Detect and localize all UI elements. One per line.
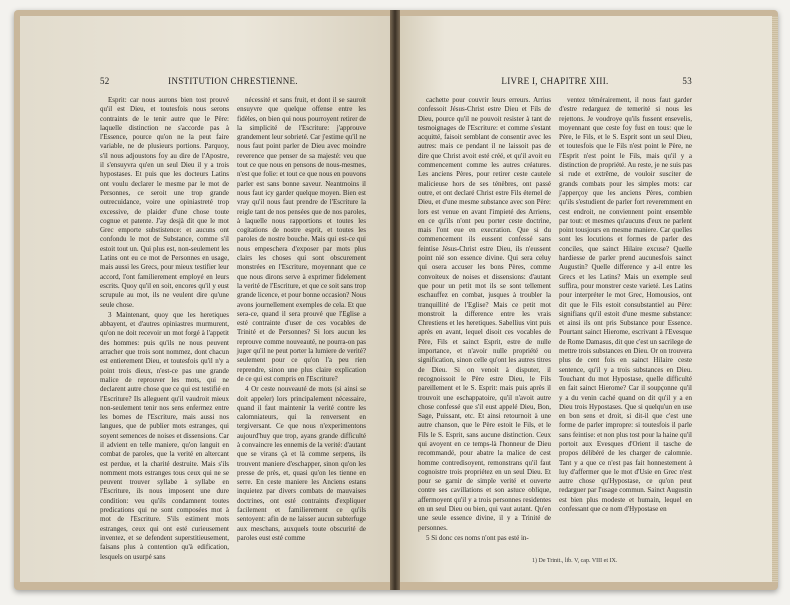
paragraph: nécessité et sans fruit, et dont il se sauroit ensuyvre que quelque offense entre les fidèles, on bien qui nous pourroyent retirer de la simplicité de l'Escriture: j'approuve grandement leur sobrieté. Car j'estime qu'il ne nous faut point parler de Dieu avec moindre reverence que penser de sa majesté: veu que tout ce que nous en pensons de nous-mesmes, n'est que folie: et tout ce que nous en pouvons parler est sans bonne saveur. Neantmoins il nous faut icy garder quelque moyen. Bien est vray qu'il nous faut prendre de l'Escriture la reigle tant de nos pensées que de nos paroles, à laquelle nous rapportions et toutes les cogitations de nostre esprit, et toutes les paroles de nostre bouche. Mais qui est-ce qui nous empeschera d'exposer par mots plus clairs les choses qui sont obscurement monstrées en l'Escriture, moyennant que ce que nous dirons serve à exprimer fidelement la verité de l'Escriture, et que ce soit sans trop grande licence, et pour bonne occasion? Nous avons journellement exemples de cela. Et que sera-ce, quand il sera prouvé que l'Eglise a esté contrainte d'user de ces vocables de Trinité et de Personnes? Si lors aucun les reprouve comme nouveauté, ne pourra-on pas juger qu'il ne peut porter la lumiere de verité? seulement pour ce qu'on l'a peu rien reprendre, sinon une plus claire explication de ce qui est compris en l'Escriture?	[237, 96, 366, 383]
left-page	[20, 16, 390, 582]
right-page-number: 53	[682, 76, 692, 86]
paragraph: 5 Si donc ces noms n'ont pas esté in-	[426, 533, 529, 542]
page-edges	[772, 16, 778, 582]
paragraph: 4 Or ceste nouveauté de mots (si ainsi se doit appeler) lors principalement nécessaire, quand il faut maintenir la verité contre les calomniateurs, qui la renversent en tergiversant. Ce que nous n'experimentons aujourd'huy que trop, ayans grande difficulté à convaincre les ennemis de la verité: d'autant que se virans çà et là comme serpens, ils trouvent maniere d'eschapper, sinon qu'on les presse de près, et, quasi qu'on les tienne en serre. En ceste maniere les Anciens estans inquietez par divers combats de mauvaises doctrines, ont esté contraints d'expliquer facilement et familierement ce qu'ils sentoyent: afin de ne laisser aucun subterfuge aux meschans, auxquels toute obscurité de paroles eust esté comme	[237, 385, 366, 542]
paragraph: 3 Maintenant, quoy que les heretiques abbayent, et d'autres opiniastres murmurent, qu'on ne doit recevoir un mot forgé à l'appetit des hommes: puis qu'ils ne nous peuvent arracher que trois sont nommez, dont chacun est entierement Dieu, et toutesfois qu'il n'y a point trois dieux, n'est-ce pas une grande malice de reprouver les mots, qui ne declarent autre chose que ce qui est testifié en l'Escriture? Ils alleguent qu'il vaudroit mieux non-seulement tenir nos sens enfermez entre les bornes de l'Escriture, mais aussi nos langues, que de publier mots estranges, qui soyent semences de noises et dissensions. Car il advient en telle maniere, qu'on languit en combat de paroles, que la verité en altercant est perdue, et la charité destruite. Mais s'ils nomment mots estranges tous ceux qui ne se peuvent trouver syllabe à syllabe en l'Escriture, ils nous imposent une dure condition: veu qu'ils condamnent toutes predications qui ne sont composées mot à mot de l'Escriture. S'ils estiment mots estranges, ceux qui ont esté curieusement inventez, et se defendent superstitieusement, faisans plus à contention qu'à edification, lesquels on usurpé sans	[100, 310, 229, 561]
right-running-title: LIVRE I, CHAPITRE XIII.	[501, 76, 609, 86]
right-running-head	[418, 76, 692, 88]
paragraph: cachette pour couvrir leurs erreurs. Arrius confessoit Jésus-Christ estre Dieu et Fils de Dieu, pource qu'il ne pouvoit resister à tant de tesmoignages de l'Escriture: et comme s'estant acquitté, faisoit semblant de consentir avec les autres: mais ce pendant il ne laissoit pas de dire que Christ avoit esté créé, et qu'il avoit eu commencement comme les autres créatures. Les anciens Pères, pour retirer ceste cautele malicieuse hors de ses ténèbres, ont passé outre, et ont declaré Christ estre Fils éternel de Dieu, et d'une mesme substance avec son Père: lors est venue en avant l'impieté des Arriens, en ce qu'ils n'ont peu porter ceste doctrine, mais l'ont eue en execration. Que si du commencement ils eussent confessé sans feintise Jésus-Christ estre Dieu, ils n'eussent point nié son essence divine. Qui sera celuy qui osera accuser les bons Pères, comme convoiteux de noises et dissensions: d'autant que pour un petit mot ils se sont tellement eschauffez en combat, jusques à troubler la tranquillité de l'Eglise? Mais ce petit mot monstroit la difference entre les vrais Chrestiens et les heretiques. Sabellius vint puis après en avant, lequel disoit ces vocables de Père, Fils et sainct Esprit, estre de nulle importance, et n'avoir nulle propriété ou signification, sinon celle qu'ont les autres titres de Dieu. Si on venoit à disputer, il recognoissoit le Père estre Dieu, le Fils pareillement et le S. Esprit: mais puis après il trouvoit une eschappatoire, qu'il n'avoit autre chose confessé que s'il eust appelé Dieu, Bon, Sage, Puissant, etc. Et ainsi retournoit à une autre chanson, que le Père estoit le Fils, et le Fils le S. Esprit, sans aucune distinction. Ceux qui avoyent en ce temps-là l'honneur de Dieu recommandé, pour abatre la malice de cest homme contredisoyent, remonstrans qu'il faut cognoistre trois propriétez en un seul Dieu. Et pour se garnir de simple verité et ouverte contre ses cavillations et son astuce oblique, affermoyent qu'il y a trois personnes residentes en un seul Dieu ou bien, qui vaut autant. Qu'en une seule essence divine, il y a Trinité de personnes.	[418, 96, 551, 532]
left-running-head	[100, 76, 366, 88]
paragraph: Esprit: car nous aurons bien tost prouvé qu'il est Dieu, et toutesfois nous serons contraints de le tenir autre que le Père: laquelle distinction ne s'accorde pas à l'Essence, pource qu'on ne la peut faire variable, ne de plusieurs portions. Parquoy, s'il nous adjoustons foy au dire de l'Apostre, il s'ensuyvra qu'en un seul Dieu il y a trois hypostases. Et puis que les docteurs Latins ont voulu declarer le mesme par le mot de Personnes, ce seroit une trop grande outrecuidance, voire une opiniastreté trop excessive, de plaider d'une chose toute cognue et patente. J'ay desjà dit que le mot Grec emporte substistence: et aucuns ont confondu le mot de Substance, comme s'il estoit tout un. Qui plus est, non-seulement les Latins ont eu ce mot de Personnes en usage, mais aussi les Grecs, pour mieux testifier leur accord, l'ont familierement employé en leurs escrits. Quoy qu'il en soit, encores qu'il y eust scrupule au mot, ils ne veulent dire qu'une seule chose.	[100, 96, 229, 309]
open-book	[14, 10, 778, 590]
left-page-number: 52	[100, 76, 110, 86]
right-column-1	[418, 96, 551, 552]
book-gutter	[390, 10, 400, 590]
right-column-2	[559, 96, 692, 552]
left-running-title: INSTITUTION CHRESTIENNE.	[168, 76, 298, 86]
footnote: 1) De Trinit., lib. V, cap. VIII et IX.	[532, 558, 618, 564]
paragraph: ventez témérairement, il nous faut garder d'estre redarguez de temerité si nous les rejettons. Je voudroye qu'ils fussent ensevelis, moyennant que ceste foy fust en tous: que le Père, le Fils, et le S. Esprit sont un seul Dieu, et toutesfois que le Fils n'est point le Père, ne l'Esprit n'est point le Fils, mais qu'il y a distinction de propriété. Au reste, je ne suis pas si rude et extrême, de vouloir susciter de grands combats pour les simples mots: car j'apperçoy que les anciens Pères, combien qu'ils s'estudient de parler fort reveremment en cest endroit, ne conviennent point ensemble par tout: et mesmes qu'aucuns d'eux ne parlent point tousjours en mesme maniere. Car quelles sont les locutions et formes de parler des conciles, que sainct Hilaire excuse? Quelle hardiesse de parler prend aucunesfois sainct Augustin? Quelle difference y a-il entre les Grecs et les Latins? Mais un exemple seul suffira, pour monstrer ceste varieté. Les Latins pour interpréter le mot Grec, Homousios, ont dit que le Fils estoit consubstantiel au Père: signifians qu'il estoit d'une mesme substance: et ainsi ils ont pris Substance pour Essence. Pourtant sainct Hierome, escrivant à l'Evesque de Rome Damasus, dit que c'est un sacrilege de mettre trois substances en Dieu. Or on trouvera plus de cent fois en sainct Hilaire ceste sentence, qu'il y a trois substances en Dieu. Touchant du mot Hypostase, quelle difficulté en fait sainct Hierome? Car il soupçonne qu'il y a du venin caché quand on dit qu'il y a en Dieu trois Hypostases. Que si quelqu'un en use en bon sens et droit, si dit-il que c'est une forme de parler impropre: si toutesfois il parle sans feintise: et non plus tost pour la haine qu'il portoit aux Evesques d'Orient il tasche de propos délibéré de les charger de calomnie. Tant y a que ce n'est pas fait honnestement à luy d'affermer que le mot d'Usie en Grec n'est autre chose qu'Hypostase, ce qu'on peut redarguer par l'usage commun. Sainct Augustin est bien plus modeste et humain, lequel en confessant que ce nom d'Hypostase en	[559, 96, 692, 514]
left-text-columns	[100, 96, 366, 561]
right-text-columns	[418, 96, 692, 552]
right-page	[400, 16, 772, 582]
left-column-1	[100, 96, 229, 561]
left-column-2	[237, 96, 366, 552]
